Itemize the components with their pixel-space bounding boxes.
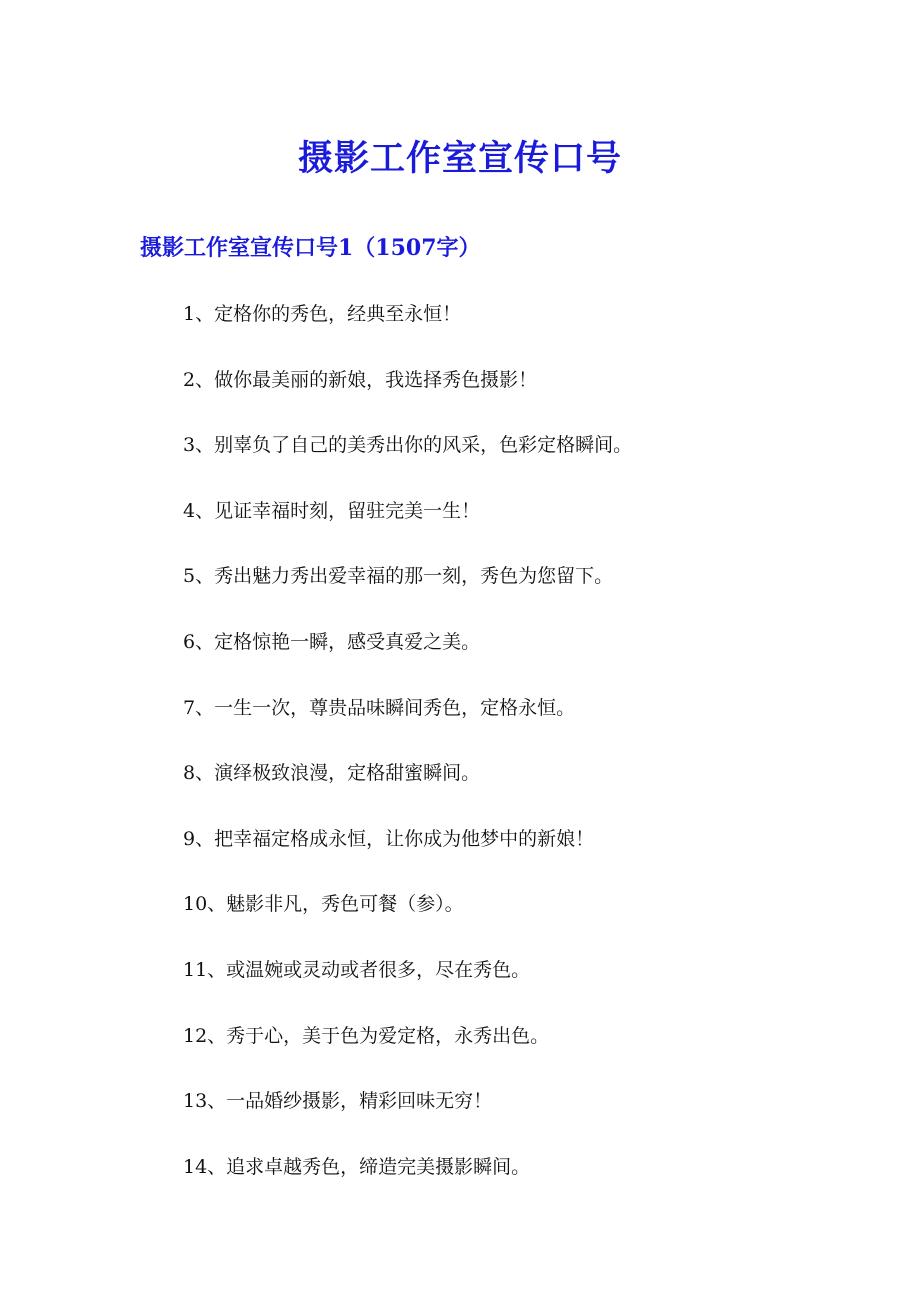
slogan-item: 1、定格你的秀色，经典至永恒！: [183, 303, 462, 325]
slogan-item: 4、见证幸福时刻，留驻完美一生！: [183, 499, 481, 522]
slogan-item: 10、魅影非凡，秀色可餐（参）。: [183, 893, 464, 916]
slogan-item: 8、演绎极致浪漫，定格甜蜜瞬间。: [183, 762, 481, 785]
slogan-item: 7、一生一次，尊贵品味瞬间秀色，定格永恒。: [183, 696, 576, 719]
slogan-item: 2、做你最美丽的新娘，我选择秀色摄影！: [183, 368, 538, 391]
slogan-item: 12、秀于心，美于色为爱定格，永秀出色。: [183, 1024, 550, 1047]
slogan-item: 5、秀出魅力秀出爱幸福的那一刻，秀色为您留下。: [183, 565, 614, 588]
document-title: 摄影工作室宣传口号: [297, 138, 622, 179]
slogan-item: 9、把幸福定格成永恒，让你成为他梦中的新娘！: [183, 827, 595, 850]
slogan-item: 6、定格惊艳一瞬，感受真爱之美。: [183, 630, 481, 653]
slogan-item: 13、一品婚纱摄影，精彩回味无穷！: [183, 1090, 493, 1113]
slogan-list: [183, 294, 632, 1212]
slogan-item: 11、或温婉或灵动或者很多，尽在秀色。: [183, 958, 531, 981]
slogan-item: 3、别辜负了自己的美秀出你的风采，色彩定格瞬间。: [183, 434, 633, 457]
slogan-item: 14、追求卓越秀色，缔造完美摄影瞬间。: [183, 1155, 531, 1178]
section-heading: 摄影工作室宣传口号1（1507字）: [140, 235, 481, 261]
